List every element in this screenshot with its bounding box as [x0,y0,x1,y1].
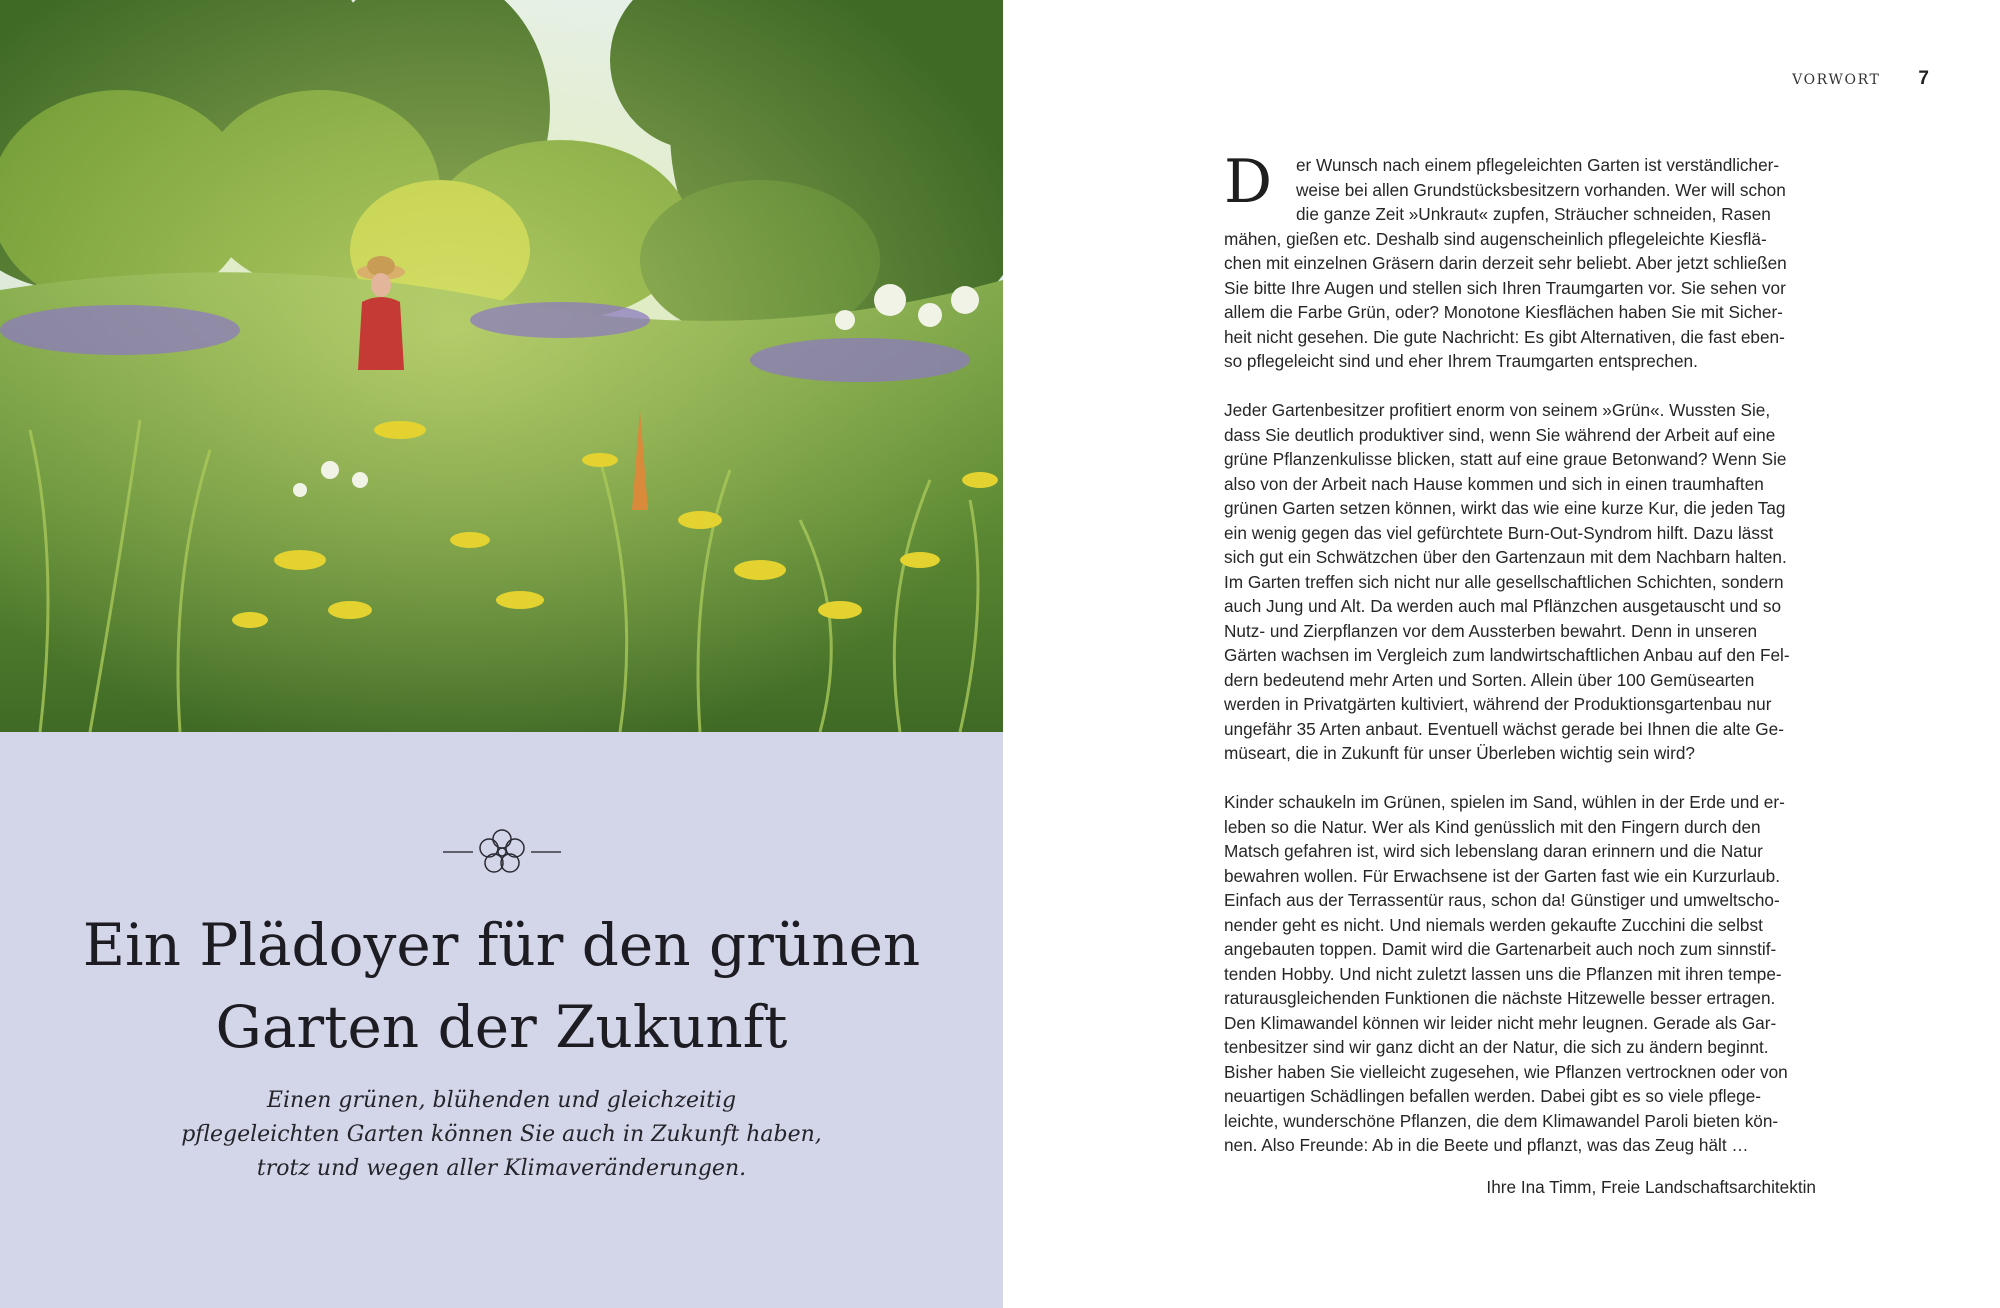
text-line: grünen Garten setzen können, wirkt das wie eine kurze Kur, die jeden Tag [1224,498,1786,518]
page-number: 7 [1918,68,1929,89]
paragraph [1224,790,1824,1158]
text-line: Nutz- und Zierpflanzen vor dem Aussterben bewahrt. Denn in unseren [1224,620,1758,641]
text-line: Gärten wachsen im Vergleich zum landwirtschaftlichen Anbau auf den Fel- [1224,645,1790,665]
paragraph [1224,398,1824,766]
text-line: müseart, die in Zukunft für unser Überleben wichtig sein wird? [1224,743,1695,763]
section-label: VORWORT [1792,72,1881,88]
subtitle-line: trotz und wegen aller Klimaveränderungen. [256,1156,747,1181]
title-panel [0,732,1003,1308]
foreword-body [1224,147,1824,1182]
text-line: weise bei allen Grundstücksbesitzern vorhanden. Wer will schon [1296,179,1786,200]
drop-cap: D [1224,147,1273,217]
text-line: ungefähr 35 Arten anbaut. Eventuell wächst gerade bei Ihnen die alte Ge- [1224,718,1784,739]
text-line: sich gut ein Schwätzchen über den Gartenzaun mit dem Nachbarn halten. [1224,547,1787,567]
text-line: leben so die Natur. Wer als Kind genüsslich mit den Fingern durch den [1224,816,1761,837]
garden-meadow-photo [0,0,1003,732]
running-head [1792,68,1929,90]
text-line: also von der Arbeit nach Hause kommen und sich in einen traumhaften [1224,473,1764,494]
text-line: er Wunsch nach einem pflegeleichten Garten ist verständlicher- [1296,155,1780,175]
paragraph [1224,147,1824,374]
text-line: grüne Pflanzenkulisse blicken, statt auf eine graue Betonwand? Wenn Sie [1224,449,1787,469]
text-line: dern bedeutend mehr Arten und Sorten. Allein über 100 Gemüsearten [1224,669,1755,690]
subtitle-line: pflegeleichten Garten können Sie auch in Zukunft haben, [181,1122,822,1147]
text-line: Jeder Gartenbesitzer profitiert enorm von seinem »Grün«. Wussten Sie, [1224,400,1771,420]
text-line: ein wenig gegen das viel gefürchtete Burn-Out-Syndrom hilft. Dazu lässt [1224,522,1774,543]
text-line: nender geht es nicht. Und niemals werden gekaufte Zucchini die selbst [1224,914,1763,935]
title-line: Ein Plädoyer für den grünen [82,911,921,979]
text-line: chen mit einzelnen Gräsern darin derzeit sehr beliebt. Aber jetzt schließen [1224,253,1787,273]
text-line: heit nicht gesehen. Die gute Nachricht: Es gibt Alternativen, die fast eben- [1224,326,1785,347]
title-line: Garten der Zukunft [215,993,788,1061]
text-line: bewahren wollen. Für Erwachsene ist der Garten fast wie ein Kurzurlaub. [1224,865,1781,886]
text-line: raturausgleichenden Funktionen die nächste Hitzewelle besser ertragen. [1224,988,1776,1008]
text-line: tenden Hobby. Und nicht zuletzt lassen uns die Pflanzen mit ihren tempe- [1224,963,1782,984]
text-line: neuartigen Schädlingen befallen werden. Dabei gibt es so viele pflege- [1224,1086,1761,1106]
text-line: Matsch gefahren ist, wird sich lebenslang daran erinnern und die Natur [1224,841,1763,861]
text-line: angebauten toppen. Damit wird die Gartenarbeit auch noch zum sinnstif- [1224,939,1777,959]
text-line: Den Klimawandel können wir leider nicht mehr leugnen. Gerade als Gar- [1224,1012,1777,1033]
text-line: nen. Also Freunde: Ab in die Beete und pflanzt, was das Zeug hält … [1224,1135,1749,1155]
text-line: allem die Farbe Grün, oder? Monotone Kiesflächen haben Sie mit Sicher- [1224,302,1783,322]
text-line: die ganze Zeit »Unkraut« zupfen, Sträucher schneiden, Rasen [1296,204,1771,224]
text-line: tenbesitzer sind wir ganz dicht an der Natur, die sich zu ändern beginnt. [1224,1037,1769,1057]
text-line: Sie bitte Ihre Augen und stellen sich Ihren Traumgarten vor. Sie sehen vor [1224,277,1786,298]
text-line: leichte, wunderschöne Pflanzen, die dem Klimawandel Paroli bieten kön- [1224,1110,1779,1131]
author-signature: Ihre Ina Timm, Freie Landschaftsarchitektin [1486,1177,1816,1197]
subtitle [140,1084,863,1186]
text-line: mähen, gießen etc. Deshalb sind augenscheinlich pflegeleichte Kiesflä- [1224,228,1767,249]
text-line: werden in Privatgärten kultiviert, während der Produktionsgartenbau nur [1224,694,1772,714]
text-line: Einfach aus der Terrassentür raus, schon da! Günstiger und umweltscho- [1224,890,1780,910]
right-page [1003,0,2000,1308]
text-line: Im Garten treffen sich nicht nur alle gesellschaftlichen Schichten, sondern [1224,571,1784,592]
text-line: Kinder schaukeln im Grünen, spielen im Sand, wühlen in der Erde und er- [1224,792,1785,812]
text-line: auch Jung und Alt. Da werden auch mal Pflänzchen ausgetauscht und so [1224,596,1782,616]
text-line: dass Sie deutlich produktiver sind, wenn Sie während der Arbeit auf eine [1224,424,1776,445]
subtitle-line: Einen grünen, blühenden und gleichzeitig [266,1088,737,1113]
page-title [40,904,963,1068]
flower-ornament-icon [441,825,563,879]
text-line: Bisher haben Sie vielleicht zugesehen, wie Pflanzen vertrocknen oder von [1224,1061,1788,1082]
text-line: so pflegeleicht sind und eher Ihrem Traumgarten entsprechen. [1224,351,1698,371]
